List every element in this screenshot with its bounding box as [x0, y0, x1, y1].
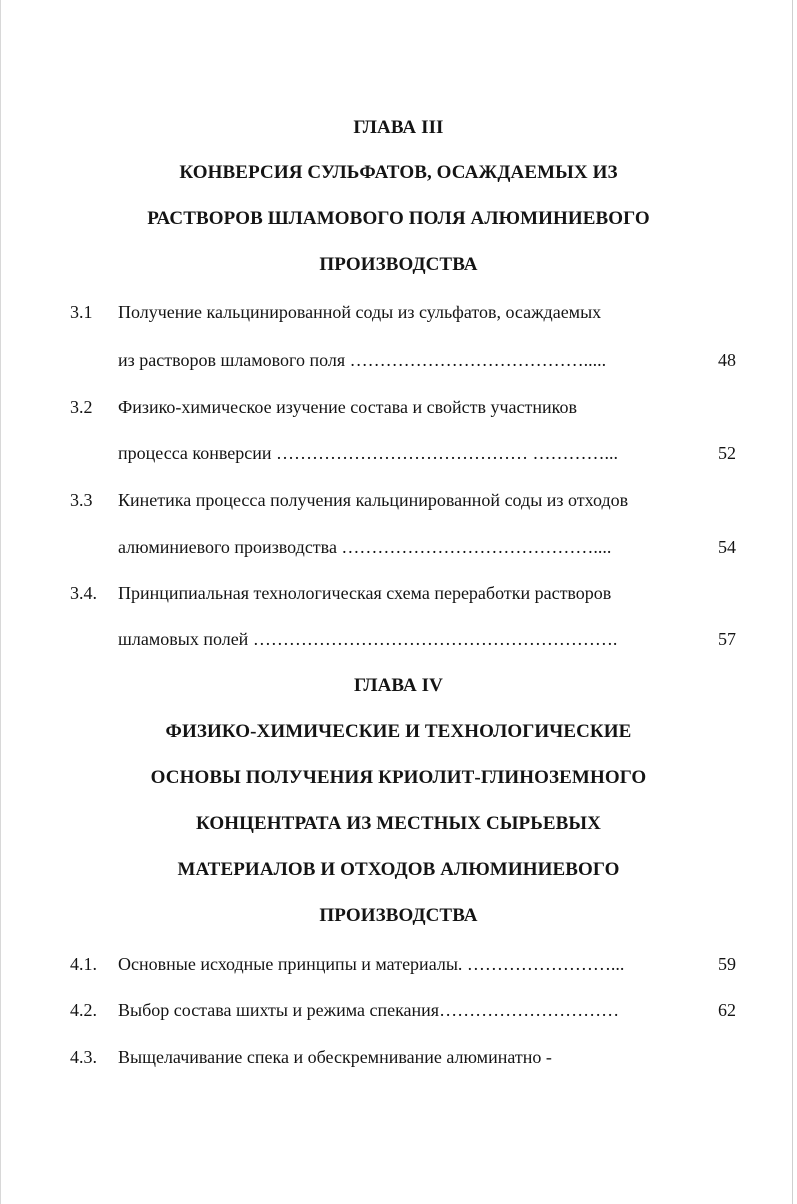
toc-entry-number: 4.1.: [70, 954, 97, 974]
toc-entry-text: Принципиальная технологическая схема переработки растворов: [118, 583, 612, 603]
chapter-4-title-line-2: ОСНОВЫ ПОЛУЧЕНИЯ КРИОЛИТ-ГЛИНОЗЕМНОГО: [150, 767, 647, 788]
chapter-3-title-line-2: РАСТВОРОВ ШЛАМОВОГО ПОЛЯ АЛЮМИНИЕВОГО: [147, 208, 650, 229]
toc-entry-page: 57: [718, 629, 736, 649]
chapter-4-title-line-4: МАТЕРИАЛОВ И ОТХОДОВ АЛЮМИНИЕВОГО: [177, 859, 620, 880]
toc-entry-page: 52: [718, 443, 736, 463]
toc-entry-number: 3.1: [70, 302, 93, 322]
toc-entry-text: Физико-химическое изучение состава и свойств участников: [118, 397, 577, 417]
toc-entry-page: 62: [718, 1000, 736, 1020]
toc-entry-number: 4.2.: [70, 1000, 97, 1020]
toc-entry-page: 48: [718, 350, 736, 370]
toc-entry-text-continued: шламовых полей …………………………………………………….: [118, 629, 618, 649]
toc-entry-text: Выщелачивание спека и обескремнивание алюминатно -: [118, 1047, 552, 1067]
chapter-4-title-line-5: ПРОИЗВОДСТВА: [319, 905, 478, 926]
toc-entry-text-continued: алюминиевого производства ……………………………………....: [118, 537, 612, 557]
chapter-3-title-line-3: ПРОИЗВОДСТВА: [319, 254, 478, 275]
toc-entry-page: 54: [718, 537, 736, 557]
toc-entry-page: 59: [718, 954, 736, 974]
toc-entry-number: 3.2: [70, 397, 93, 417]
toc-entry-number: 3.4.: [70, 583, 97, 603]
toc-entry-number: 3.3: [70, 490, 93, 510]
toc-entry-text: Кинетика процесса получения кальцинированной соды из отходов: [118, 490, 629, 510]
toc-entry-text: Основные исходные принципы и материалы. ……………………...: [118, 954, 625, 974]
chapter-4-label: ГЛАВА IV: [354, 675, 443, 696]
chapter-3-label: ГЛАВА III: [353, 117, 444, 138]
toc-entry-text: Получение кальцинированной соды из сульфатов, осаждаемых: [118, 302, 602, 322]
chapter-3-title-line-1: КОНВЕРСИЯ СУЛЬФАТОВ, ОСАЖДАЕМЫХ ИЗ: [179, 162, 618, 183]
toc-entry-text-continued: процесса конверсии …………………………………… …………...: [118, 443, 618, 463]
toc-entry-text-continued: из растворов шламового поля ………………………………….....: [118, 350, 607, 370]
chapter-4-title-line-1: ФИЗИКО-ХИМИЧЕСКИЕ И ТЕХНОЛОГИЧЕСКИЕ: [165, 721, 632, 742]
toc-entry-number: 4.3.: [70, 1047, 97, 1067]
toc-entry-text: Выбор состава шихты и режима спекания…………………………: [118, 1000, 620, 1020]
chapter-4-title-line-3: КОНЦЕНТРАТА ИЗ МЕСТНЫХ СЫРЬЕВЫХ: [195, 813, 602, 834]
